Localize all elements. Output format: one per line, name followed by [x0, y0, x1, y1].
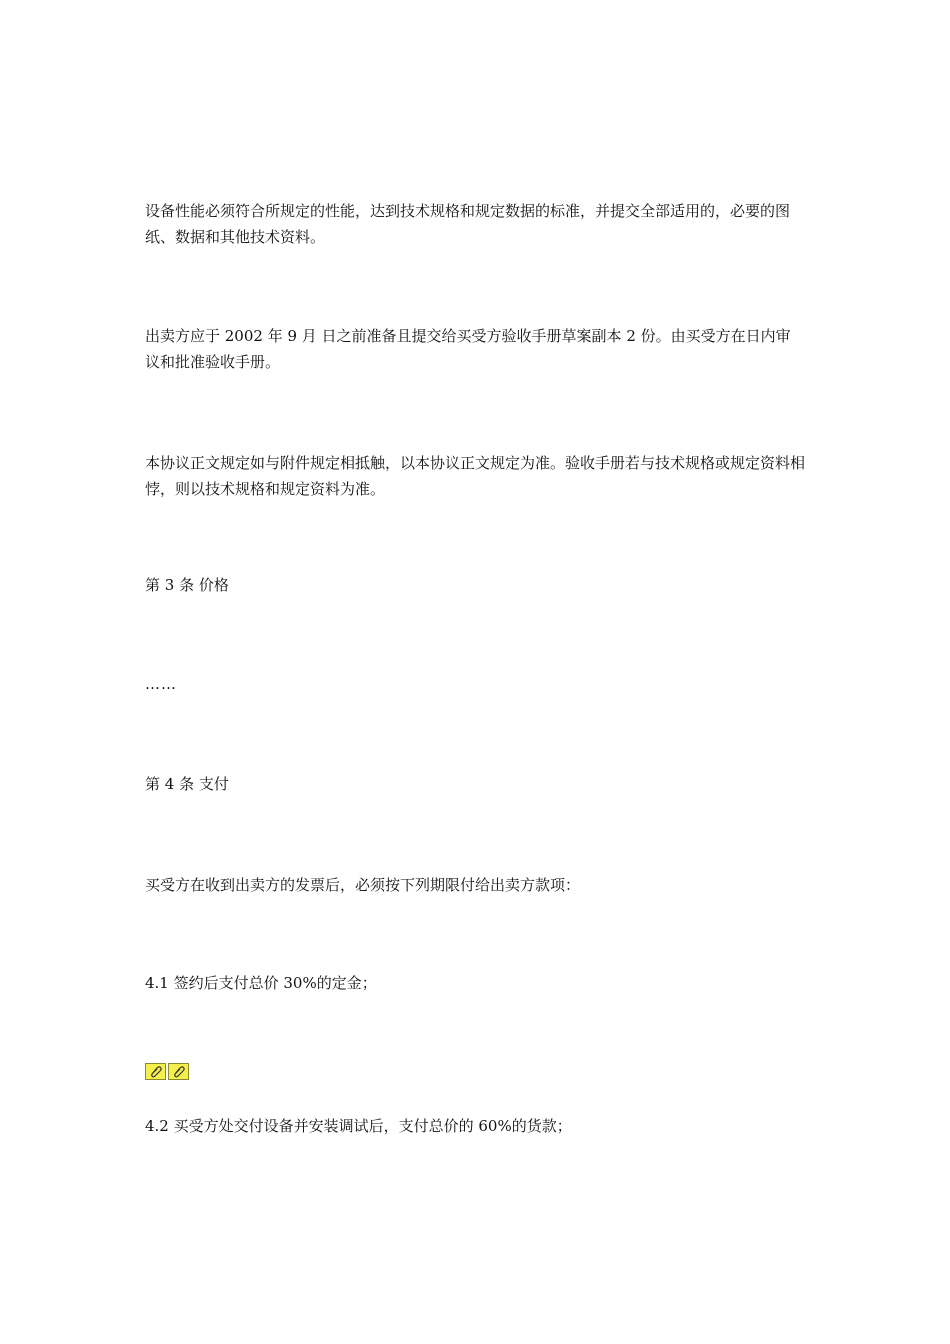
- ellipsis-text: ……: [145, 675, 177, 693]
- clause-4-2: 4.2 买受方处交付设备并安装调试后，支付总价的 60%的货款；: [145, 1117, 572, 1135]
- attachment-icons: [145, 1063, 189, 1080]
- paragraph-payment-intro: 买受方在收到出卖方的发票后，必须按下列期限付给出卖方款项：: [145, 876, 581, 894]
- paragraph-acceptance-manual: 出卖方应于 2002 年 9 月 日之前准备且提交给买受方验收手册草案副本 2 份。由买受方在日内审议和批准验收手册。: [145, 327, 791, 371]
- paperclip-icon[interactable]: [168, 1063, 189, 1080]
- paperclip-icon[interactable]: [145, 1063, 166, 1080]
- paragraph-precedence: 本协议正文规定如与附件规定相抵触，以本协议正文规定为准。验收手册若与技术规格或规定资料相悖，则以技术规格和规定资料为准。: [145, 454, 806, 498]
- article-4-heading: 第 4 条 支付: [145, 775, 229, 793]
- article-3-heading: 第 3 条 价格: [145, 576, 229, 594]
- clause-4-1: 4.1 签约后支付总价 30%的定金；: [145, 974, 377, 992]
- paragraph-performance: 设备性能必须符合所规定的性能，达到技术规格和规定数据的标准，并提交全部适用的，必要的图纸、数据和其他技术资料。: [145, 202, 791, 246]
